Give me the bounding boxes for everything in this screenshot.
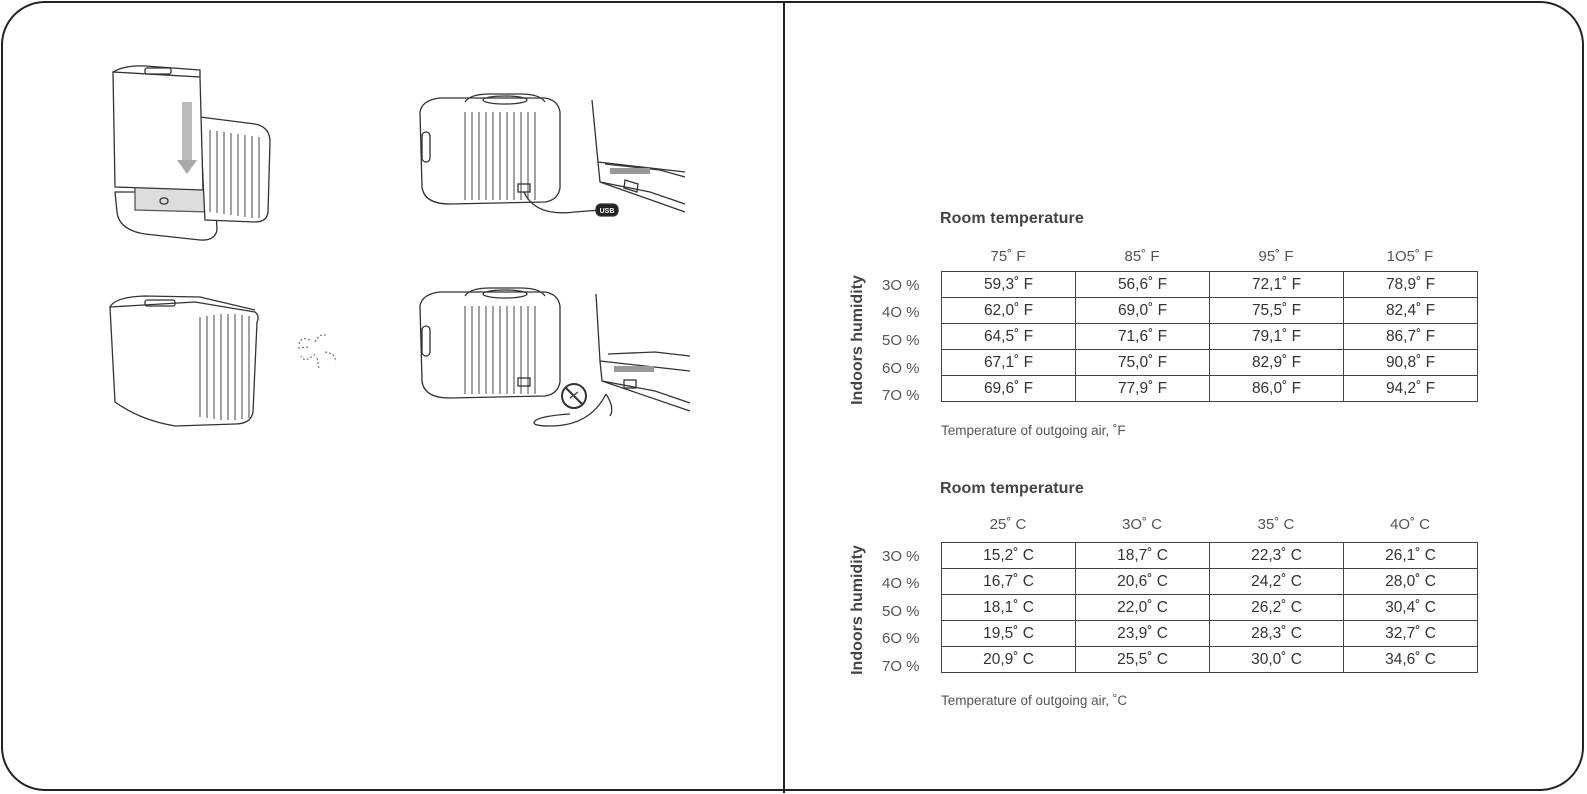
table-cell: 25,5˚ C [1076, 647, 1210, 673]
table-cell: 23,9˚ C [1076, 621, 1210, 647]
table-cell: 75,0˚ F [1076, 350, 1210, 376]
illustration-fan-running [105, 292, 345, 432]
data-table [941, 542, 1478, 673]
no-usb-icon [562, 384, 586, 408]
table-row [942, 647, 1478, 673]
table-row [942, 595, 1478, 621]
row-header: 7O % [882, 387, 920, 404]
table-cell: 32,7˚ C [1344, 621, 1478, 647]
column-header: 35˚ C [1257, 516, 1295, 533]
column-header: 75˚ F [990, 248, 1026, 265]
down-arrow-icon [182, 102, 192, 162]
table-cell: 77,9˚ F [1076, 376, 1210, 402]
table-row [942, 569, 1478, 595]
table-row [942, 298, 1478, 324]
table-row [942, 376, 1478, 402]
row-header: 5O % [882, 603, 920, 620]
table-cell: 30,0˚ C [1210, 647, 1344, 673]
table-cell: 78,9˚ F [1344, 272, 1478, 298]
table-cell: 69,6˚ F [942, 376, 1076, 402]
table-cell: 90,8˚ F [1344, 350, 1478, 376]
row-header: 3O % [882, 548, 920, 565]
column-header: 1O5˚ F [1386, 248, 1434, 265]
table-cell: 20,9˚ C [942, 647, 1076, 673]
table-cell: 94,2˚ F [1344, 376, 1478, 402]
table-cell: 75,5˚ F [1210, 298, 1344, 324]
column-header: 85˚ F [1124, 248, 1160, 265]
table-cell: 64,5˚ F [942, 324, 1076, 350]
table-caption: Temperature of outgoing air, ˚C [941, 693, 1128, 708]
illustration-usb-disconnected [410, 286, 695, 436]
table-cell: 22,3˚ C [1210, 543, 1344, 569]
column-header: 3O˚ C [1121, 516, 1162, 533]
table-cell: 26,1˚ C [1344, 543, 1478, 569]
table-cell: 56,6˚ F [1076, 272, 1210, 298]
table-cell: 62,0˚ F [942, 298, 1076, 324]
row-header: 6O % [882, 630, 920, 647]
table-cell: 59,3˚ F [942, 272, 1076, 298]
table-cell: 19,5˚ C [942, 621, 1076, 647]
table-cell: 86,0˚ F [1210, 376, 1344, 402]
table-celsius [838, 475, 1498, 720]
table-cell: 71,6˚ F [1076, 324, 1210, 350]
table-cell: 18,1˚ C [942, 595, 1076, 621]
side-label: Indoors humidity [849, 275, 866, 405]
table-heading: Room temperature [940, 480, 1084, 497]
table-cell: 72,1˚ F [1210, 272, 1344, 298]
table-cell: 22,0˚ C [1076, 595, 1210, 621]
usb-plug-label: USB [599, 208, 615, 215]
table-cell: 18,7˚ C [1076, 543, 1210, 569]
row-header: 3O % [882, 277, 920, 294]
column-header: 25˚ C [989, 516, 1027, 533]
table-cell: 28,3˚ C [1210, 621, 1344, 647]
row-header: 5O % [882, 332, 920, 349]
fan-icon [298, 335, 335, 368]
row-header: 6O % [882, 360, 920, 377]
table-cell: 15,2˚ C [942, 543, 1076, 569]
table-row [942, 543, 1478, 569]
row-header: 7O % [882, 658, 920, 675]
table-cell: 67,1˚ F [942, 350, 1076, 376]
table-row [942, 272, 1478, 298]
column-header: 4O˚ C [1389, 516, 1430, 533]
table-cell: 20,6˚ C [1076, 569, 1210, 595]
table-cell: 82,9˚ F [1210, 350, 1344, 376]
table-heading: Room temperature [940, 210, 1084, 227]
illustration-insert-tank [105, 62, 275, 247]
table-row [942, 324, 1478, 350]
table-cell: 16,7˚ C [942, 569, 1076, 595]
column-header: 95˚ F [1258, 248, 1294, 265]
data-table [941, 271, 1478, 402]
table-cell: 82,4˚ F [1344, 298, 1478, 324]
table-cell: 26,2˚ C [1210, 595, 1344, 621]
table-fahrenheit [838, 205, 1498, 450]
table-cell: 34,6˚ C [1344, 647, 1478, 673]
table-cell: 86,7˚ F [1344, 324, 1478, 350]
table-cell: 79,1˚ F [1210, 324, 1344, 350]
row-header: 4O % [882, 575, 920, 592]
table-cell: 28,0˚ C [1344, 569, 1478, 595]
table-row [942, 350, 1478, 376]
table-cell: 30,4˚ C [1344, 595, 1478, 621]
row-header: 4O % [882, 304, 920, 321]
side-label: Indoors humidity [849, 545, 866, 675]
table-caption: Temperature of outgoing air, ˚F [941, 423, 1126, 438]
table-cell: 69,0˚ F [1076, 298, 1210, 324]
page-divider [783, 1, 785, 793]
table-row [942, 621, 1478, 647]
illustration-usb-connected [410, 92, 690, 237]
table-cell: 24,2˚ C [1210, 569, 1344, 595]
